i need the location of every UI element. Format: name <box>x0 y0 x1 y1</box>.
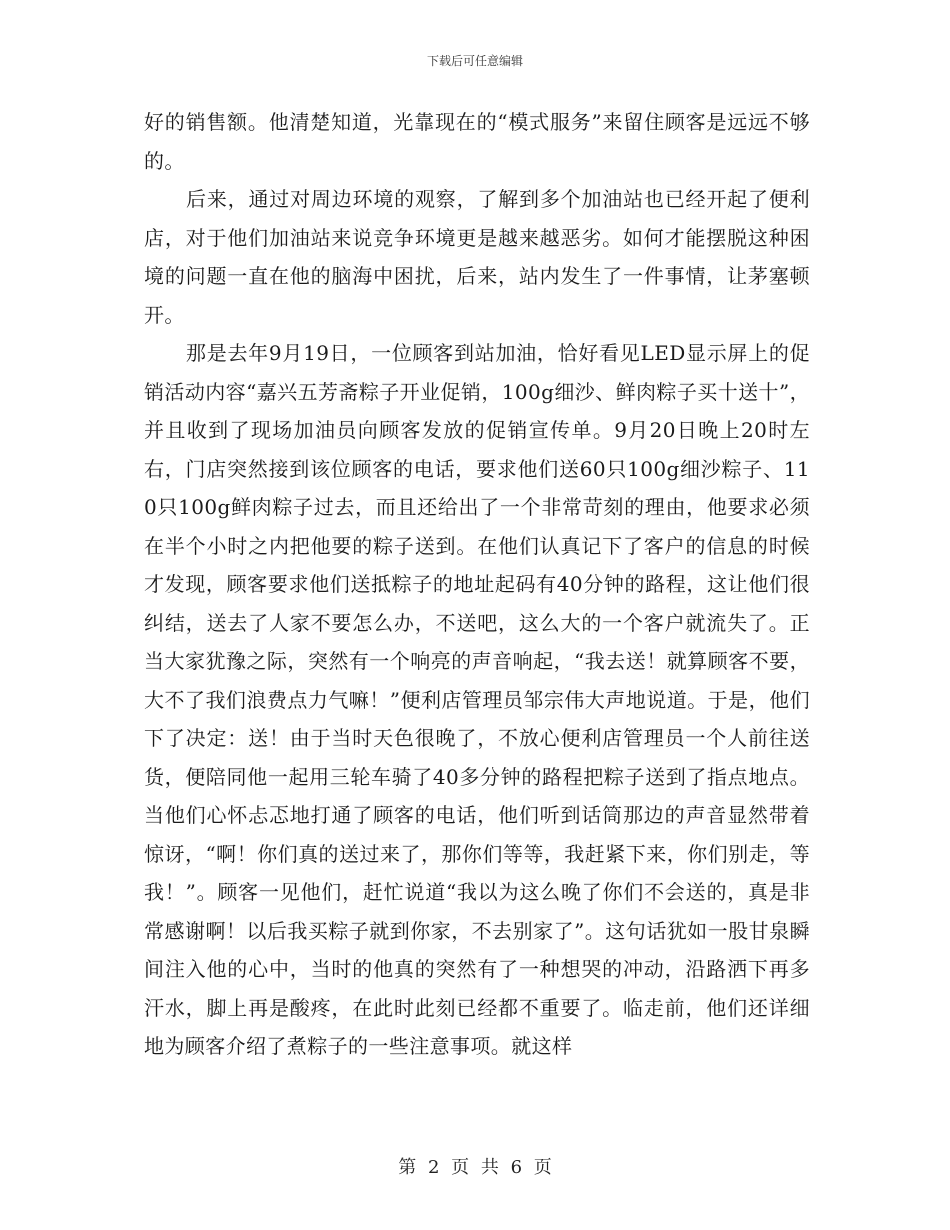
paragraph-1: 好的销售额。他清楚知道，光靠现在的“模式服务”来留住顾客是远远不够的。 <box>144 110 810 173</box>
footer-current-page: 2 <box>427 1157 440 1178</box>
page-footer <box>0 1153 950 1179</box>
page-header-note: 下载后可任意编辑 <box>426 54 523 68</box>
document-body <box>144 103 810 1066</box>
paragraph-3: 那是去年9月19日，一位顾客到站加油，恰好看见LED显示屏上的促销活动内容“嘉兴五芳斋粽子开业促销，100g细沙、鲜肉粽子买十送十”，并且收到了现场加油员向顾客发放的促销宣传单。9月20日晚上20时左右，门店突然接到该位顾客的电话，要求他们送60只100g细沙粽子、110只100g鲜肉粽子过去，而且还给出了一个非常苛刻的理由，他要求必须在半个小时之内把他要的粽子送到。在他们认真记下了客户的信息的时候才发现，顾客要求他们送抵粽子的地址起码有40分钟的路程，这让他们很纠结，送去了人家不要怎么办，不送吧，这么大的一个客户就流失了。正当大家犹豫之际，突然有一个响亮的声音响起，“我去送！就算顾客不要，大不了我们浪费点力气嘛！”便利店管理员邹宗伟大声地说道。于是，他们下了决定：送！由于当时天色很晚了，不放心便利店管理员一个人前往送货，便陪同他一起用三轮车骑了40多分钟的路程把粽子送到了指点地点。当他们心怀忐忑地打通了顾客的电话，他们听到话筒那边的声音显然带着惊讶，“啊！你们真的送过来了，那你们等等，我赶紧下来，你们别走，等我！”。顾客一见他们，赶忙说道“我以为这么晚了你们不会送的，真是非常感谢啊！以后我买粽子就到你家，不去别家了”。这句话犹如一股甘泉瞬间注入他的心中，当时的他真的突然有了一种想哭的冲动，沿路洒下再多汗水，脚上再是酸疼，在此时此刻已经都不重要了。临走前，他们还详细地为顾客介绍了煮粽子的一些注意事项。就这样 <box>144 341 810 1058</box>
footer-suffix: 页 <box>533 1157 552 1178</box>
footer-page-word: 页 <box>451 1157 470 1178</box>
footer-prefix: 第 <box>398 1157 417 1178</box>
footer-total-pages: 6 <box>510 1157 523 1178</box>
footer-total-word: 共 <box>480 1157 499 1178</box>
paragraph-2: 后来，通过对周边环境的观察，了解到多个加油站也已经开起了便利店，对于他们加油站来说竞争环境更是越来越恶劣。如何才能摆脱这种困境的问题一直在他的脑海中困扰，后来，站内发生了一件事情，让茅塞顿开。 <box>144 187 810 327</box>
